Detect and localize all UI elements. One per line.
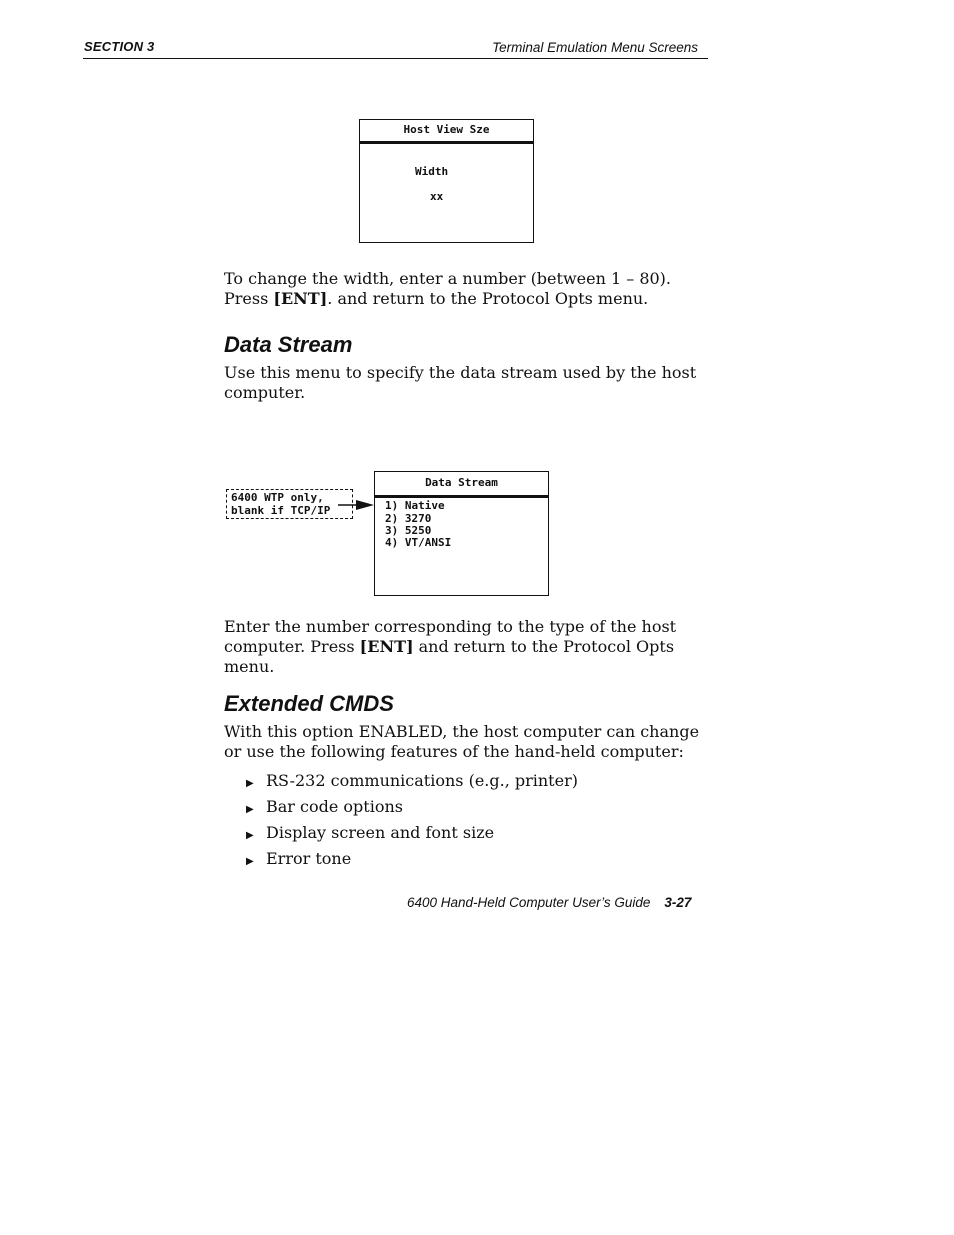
right-triangle-bullet-icon: ▶ xyxy=(246,804,254,815)
data-stream-instructions-line3: menu. xyxy=(224,657,275,676)
text: computer. Press xyxy=(224,637,360,656)
option-5250: 3) 5250 xyxy=(385,524,432,537)
width-label: Width xyxy=(415,165,449,178)
data-stream-intro-line1: Use this menu to specify the data stream used by the host xyxy=(224,363,697,382)
list-item-text: Error tone xyxy=(266,849,352,868)
page-footer xyxy=(407,895,691,910)
extended-cmds-intro-line1: With this option ENABLED, the host computer can change xyxy=(224,722,700,741)
data-stream-instructions-line1: Enter the number corresponding to the type of the host xyxy=(224,617,677,636)
page-number: 3-27 xyxy=(664,895,692,910)
right-triangle-bullet-icon: ▶ xyxy=(246,778,254,789)
ent-key: [ENT] xyxy=(359,637,414,656)
extended-cmds-heading: Extended CMDS xyxy=(224,691,394,716)
width-instructions-line1: To change the width, enter a number (between 1 – 80). xyxy=(224,269,672,288)
data-stream-screen xyxy=(374,471,549,596)
list-item-text: Display screen and font size xyxy=(266,823,495,842)
callout-line2: blank if TCP/IP xyxy=(231,504,331,517)
callout-line1: 6400 WTP only, xyxy=(231,491,324,504)
data-stream-heading: Data Stream xyxy=(224,332,353,357)
data-stream-instructions-line2 xyxy=(224,637,708,657)
data-stream-intro-line2: computer. xyxy=(224,383,306,402)
ent-key: [ENT] xyxy=(273,289,328,308)
list-item-text: RS-232 communications (e.g., printer) xyxy=(266,771,578,790)
text: . and return to the Protocol Opts menu. xyxy=(327,289,649,308)
option-native: 1) Native xyxy=(385,499,445,512)
right-triangle-bullet-icon: ▶ xyxy=(246,830,254,841)
list-item-text: Bar code options xyxy=(266,797,403,816)
text: and return to the Protocol Opts xyxy=(413,637,675,656)
screen-title: Data Stream xyxy=(375,472,548,498)
right-triangle-bullet-icon: ▶ xyxy=(246,856,254,867)
screen-title: Host View Sze xyxy=(360,120,533,144)
option-3270: 2) 3270 xyxy=(385,512,432,525)
wtp-callout-box xyxy=(226,489,353,519)
width-instructions-line2 xyxy=(224,289,708,309)
extended-cmds-intro-line2: or use the following features of the hand-held computer: xyxy=(224,742,684,761)
chapter-title: Terminal Emulation Menu Screens xyxy=(492,40,698,55)
extended-cmds-intro xyxy=(224,722,708,762)
option-vt-ansi: 4) VT/ANSI xyxy=(385,536,452,549)
width-value: xx xyxy=(430,190,444,203)
host-view-size-screen xyxy=(359,119,534,243)
callout-arrow-icon xyxy=(338,497,378,513)
section-label: SECTION 3 xyxy=(84,39,155,54)
text: Press xyxy=(224,289,274,308)
data-stream-intro xyxy=(224,363,708,403)
width-instructions xyxy=(224,269,708,309)
header-rule xyxy=(83,58,708,59)
footer-title: 6400 Hand-Held Computer User’s Guide xyxy=(407,895,651,910)
data-stream-instructions xyxy=(224,617,708,677)
